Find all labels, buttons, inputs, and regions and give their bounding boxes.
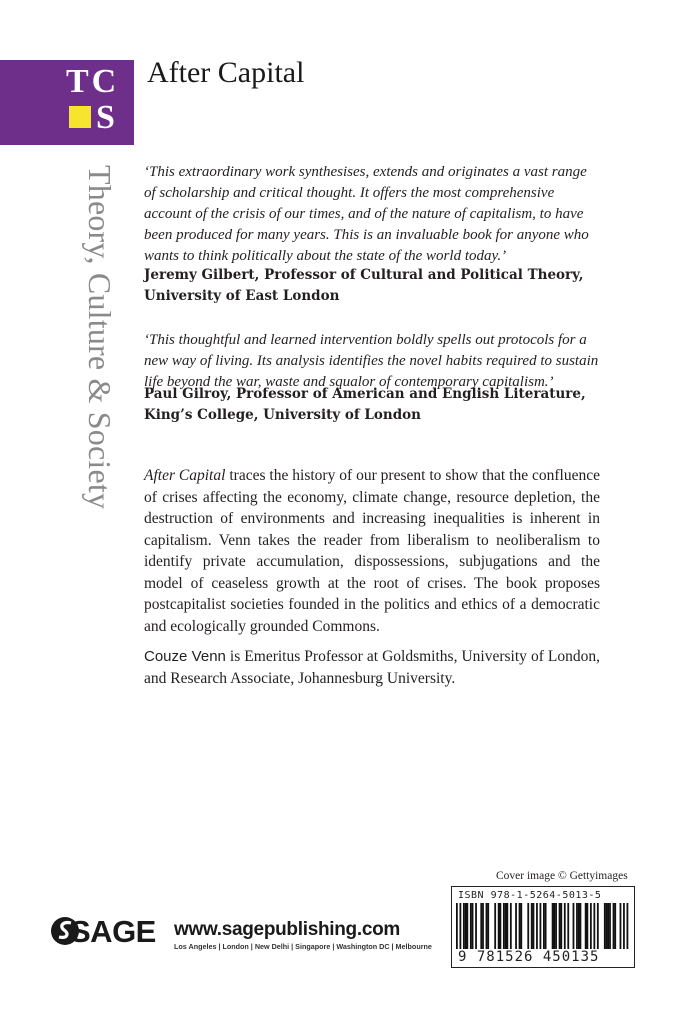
barcode-bar [573,903,575,949]
barcode-bar [506,903,508,949]
barcode-bar [576,903,578,949]
barcode-bar [456,903,458,949]
barcode-bar [520,903,522,949]
barcode-bar [515,903,517,949]
endorsement-quote-1: ‘This extraordinary work synthesises, extends and originates a vast range of scholarship and critical thought. It offers the most comprehensive account of the crisis of our times, and of the nature of capitalism, to have been produced for many years. This is an invaluable book for anyone who wants to think politically about the state of the world today.’ [144,164,589,264]
publisher-url[interactable]: www.sagepublishing.com [174,919,401,940]
barcode-bar [480,903,482,949]
barcode-bar [536,903,538,949]
barcode-bar [498,903,500,949]
barcode-bar [560,903,562,949]
barcode-bar [543,903,545,949]
barcode-bar [606,903,608,949]
series-logo-letters-top: TC [66,63,120,100]
barcode-bar [567,903,569,949]
book-title: After Capital [147,56,305,89]
barcode-bar [587,903,589,949]
barcode-bar [553,903,555,949]
barcode-bar [609,903,611,949]
endorsement-attribution-1: Jeremy Gilbert, Professor of Cultural and Political Theory, University of East London [144,267,584,304]
barcode-bar [597,903,599,949]
barcode-bar [614,903,616,949]
barcode-bar [607,903,609,949]
barcode-bars [456,903,630,949]
blurb-title: After Capital [144,467,226,484]
endorsement-attribution-2: Paul Gilroy, Professor of American and English Literature, King’s College, University of London [144,386,586,423]
logo-yellow-square-icon [69,106,91,128]
author-name: Couze Venn [144,648,226,665]
barcode-bar [585,903,587,949]
barcode-bar [613,903,615,949]
barcode-bar [510,903,512,949]
endorsement-quote-2: ‘This thoughtful and learned intervention boldly spells out protocols for a new way of living. Its analysis identifies the novel habits required to sustain life beyond the war, waste and squalor of contemporary capitalism.’ [144,332,599,390]
barcode-bar [527,903,529,949]
barcode-bar [487,903,489,949]
barcode-bar [559,903,561,949]
barcode-bar [604,903,606,949]
barcode-bar [578,903,580,949]
cover-image-credit: Cover image © Gettyimages [496,870,628,882]
barcode-bar [459,903,461,949]
isbn-label: ISBN 978-1-5264-5013-5 [458,890,602,901]
barcode-bar [505,903,507,949]
barcode-bar [519,903,521,949]
barcode-bar [503,903,505,949]
barcode-bar [545,903,547,949]
barcode-bar [486,903,488,949]
barcode-bar [593,903,595,949]
author-bio-text: is Emeritus Professor at Goldsmiths, University of London, and Research Associate, Johannesburg University. [144,648,600,687]
publisher-cities: Los Angeles | London | New Delhi | Singapore | Washington DC | Melbourne [174,942,432,951]
barcode-bar [475,903,477,949]
sage-wordmark: SAGE [70,914,156,949]
barcode-bar [580,903,582,949]
barcode-bar [533,903,535,949]
isbn-barcode [451,886,635,968]
barcode-bar [494,903,496,949]
barcode-bar [482,903,484,949]
barcode-digits: 9 781526 450135 [458,949,600,965]
barcode-bar [620,903,622,949]
book-description [144,465,600,637]
barcode-bar [470,903,472,949]
barcode-bar [564,903,566,949]
barcode-bar [540,903,542,949]
barcode-bar [463,903,465,949]
series-logo [0,60,134,145]
barcode-bar [472,903,474,949]
author-bio [144,646,600,689]
barcode-bar [623,903,625,949]
publisher-logo [50,914,432,954]
barcode-bar [590,903,592,949]
barcode-bar [552,903,554,949]
series-name: Theory, Culture & Society [82,165,118,510]
barcode-bar [466,903,468,949]
barcode-bar [555,903,557,949]
barcode-bar [627,903,629,949]
series-logo-letter-bottom: S [96,99,115,136]
blurb-text: traces the history of our present to show that the confluence of crises affecting the economy, climate change, resource depletion, the destruction of environments and increasing inequalities is inherent in capitalism. Venn takes the reader from liberalism to neoliberalism to identify private accumulation, dispossessions, subjugations and the model of ceaseless growth at the root of crises. The book proposes postcapitalist societies founded in the politics and ethics of a democratic and ecologically grounded Commons. [144,467,601,635]
barcode-bar [465,903,467,949]
barcode-bar [531,903,533,949]
barcode-bar [500,903,502,949]
